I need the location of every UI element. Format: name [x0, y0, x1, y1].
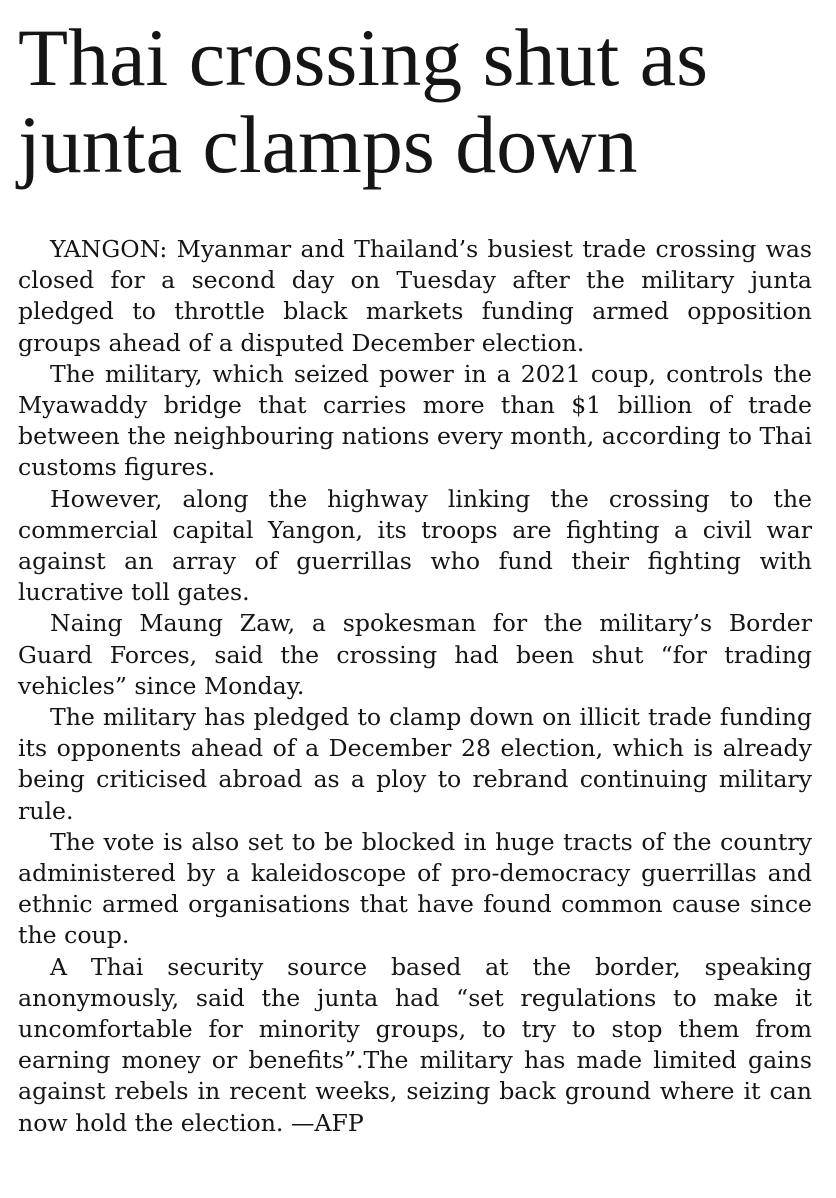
paragraph-1: YANGON: Myanmar and Thailand’s busiest trade crossing was closed for a second day on Tuesday after the military junta pledged to throttle black markets funding armed opposition groups ahead of a disputed December election.: [18, 235, 812, 357]
headline-line-1: Thai crossing shut as: [18, 12, 709, 103]
paragraph-2: The military, which seized power in a 2021 coup, controls the Myawaddy bridge that carries more than $1 billion of trade between the neighbouring nations every month, according to Thai customs figures.: [18, 359, 812, 482]
paragraph-4: Naing Maung Zaw, a spokesman for the military’s Border Guard Forces, said the crossing had been shut “for trading vehicles” since Monday.: [18, 609, 812, 700]
paragraph-3: However, along the highway linking the crossing to the commercial capital Yangon, its troops are fighting a civil war against an array of guerrillas who fund their fighting with lucrative toll gates.: [18, 484, 812, 607]
paragraph-7: A Thai security source based at the border, speaking anonymously, said the junta had “set regulations to make it uncomfortable for minority groups, to try to stop them from earning money or benefits”.The military has made limited gains against rebels in recent weeks, seizing back ground where it can now hold the election. —AFP: [18, 952, 812, 1137]
paragraph-5: The military has pledged to clamp down on illicit trade funding its opponents ahead of a December 28 election, which is already being criticised abroad as a ploy to rebrand continuing military rule.: [18, 703, 812, 825]
headline: [18, 0, 812, 188]
headline-line-2: junta clamps down: [18, 99, 638, 190]
article-body: [18, 234, 812, 1139]
paragraph-6: The vote is also set to be blocked in huge tracts of the country administered by a kaleidoscope of pro-democracy guerrillas and ethnic armed organisations that have found common cause since the coup.: [18, 827, 812, 950]
